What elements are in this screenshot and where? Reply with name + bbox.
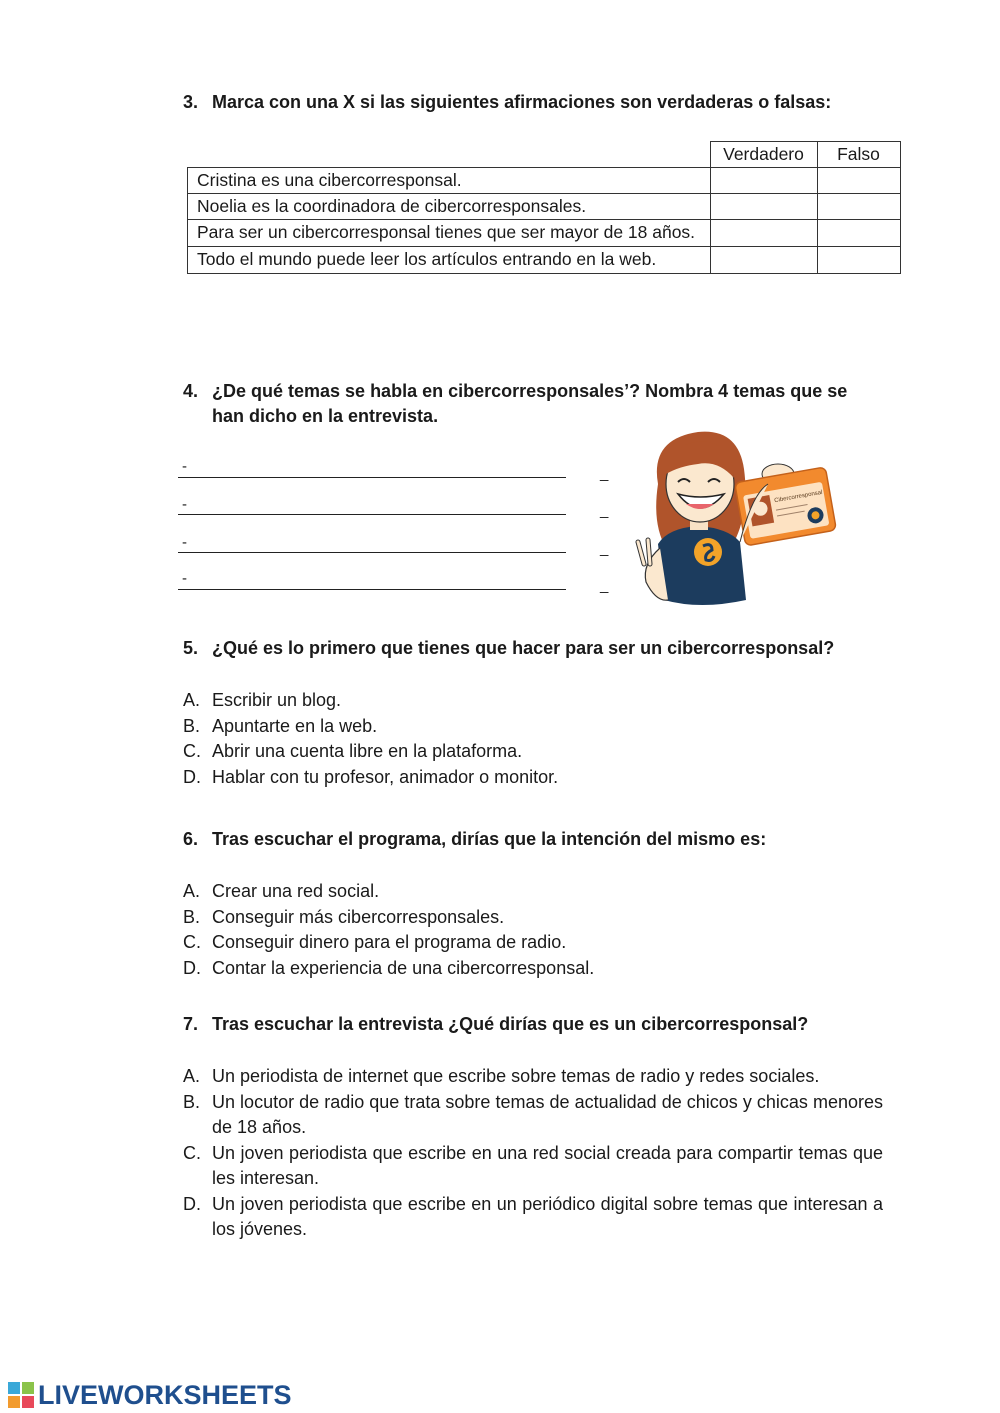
option-a[interactable] <box>183 1064 883 1090</box>
question-7-heading <box>183 1012 808 1037</box>
option-letter: C. <box>183 932 201 952</box>
answer-true-cell[interactable] <box>710 220 817 247</box>
answer-false-cell[interactable] <box>817 247 900 274</box>
question-number: 4. <box>183 381 199 401</box>
option-b[interactable] <box>183 905 883 931</box>
question-number: 7. <box>183 1014 199 1034</box>
option-text: Hablar con tu profesor, animador o monitor. <box>212 766 559 787</box>
answer-line-2[interactable] <box>178 514 566 515</box>
question-6-heading <box>183 827 766 852</box>
option-text: Crear una red social. <box>212 881 380 901</box>
answer-dash-right: _ <box>600 540 609 557</box>
table-row <box>188 168 901 194</box>
answer-line-4[interactable] <box>178 589 566 590</box>
option-c[interactable] <box>183 739 883 765</box>
question-text: Marca con una X si las siguientes afirmaciones son verdaderas o falsas: <box>212 92 832 112</box>
statement-cell: Noelia es la coordinadora de cibercorresponsales. <box>188 194 711 220</box>
option-b[interactable] <box>183 1090 883 1141</box>
option-c[interactable] <box>183 1141 883 1192</box>
question-6-options <box>183 879 883 981</box>
answer-line-3[interactable] <box>178 552 566 553</box>
option-letter: C. <box>183 741 201 761</box>
girl-illustration <box>628 424 868 614</box>
option-letter: C. <box>183 1142 201 1163</box>
answer-true-cell[interactable] <box>710 194 817 220</box>
option-text: Contar la experiencia de una cibercorresponsal. <box>212 957 595 978</box>
answer-dash: - <box>182 458 187 475</box>
answer-dash-right: _ <box>600 465 609 482</box>
question-text-continued: han dicho en la entrevista. <box>212 406 439 426</box>
answer-false-cell[interactable] <box>817 220 900 247</box>
answer-line-1[interactable] <box>178 477 566 478</box>
option-letter: A. <box>183 690 201 710</box>
option-letter: D. <box>183 1193 201 1214</box>
option-letter: D. <box>183 766 201 787</box>
statement-cell: Para ser un cibercorresponsal tienes que ser mayor de 18 años. <box>188 220 711 247</box>
question-number: 3. <box>183 92 199 112</box>
answer-true-cell[interactable] <box>710 247 817 274</box>
option-c[interactable] <box>183 930 883 956</box>
blocks-icon <box>8 1382 34 1408</box>
table-row <box>188 194 901 220</box>
question-text: ¿De qué temas se habla en cibercorresponsales’? Nombra 4 temas que se <box>212 381 848 401</box>
option-a[interactable] <box>183 688 883 714</box>
empty-header-cell <box>188 142 711 168</box>
answer-dash-right: _ <box>600 577 609 594</box>
question-text: ¿Qué es lo primero que tienes que hacer para ser un cibercorresponsal? <box>212 638 835 658</box>
option-letter: A. <box>183 881 201 901</box>
header-falso: Falso <box>817 142 900 168</box>
option-text: Conseguir dinero para el programa de radio. <box>212 932 567 952</box>
option-text: Apuntarte en la web. <box>212 715 378 736</box>
answer-dash-right: _ <box>600 502 609 519</box>
option-d[interactable] <box>183 956 883 982</box>
option-d[interactable] <box>183 1192 883 1243</box>
question-3-heading <box>183 90 831 115</box>
option-letter: B. <box>183 715 201 736</box>
option-text: Conseguir más cibercorresponsales. <box>212 906 505 927</box>
option-text: Abrir una cuenta libre en la plataforma. <box>212 741 523 761</box>
question-5-heading <box>183 636 834 661</box>
answer-dash: - <box>182 534 187 551</box>
option-text: Un locutor de radio que trata sobre temas de actualidad de chicos y chicas menores de 18 años. <box>212 1091 883 1137</box>
logo-text: LIVEWORKSHEETS <box>38 1379 292 1410</box>
liveworksheets-logo[interactable] <box>8 1380 292 1410</box>
question-number: 5. <box>183 638 199 658</box>
question-5-options <box>183 688 883 790</box>
option-letter: A. <box>183 1066 201 1086</box>
question-text: Tras escuchar la entrevista ¿Qué dirías que es un cibercorresponsal? <box>212 1014 809 1034</box>
option-text: Un joven periodista que escribe en una red social creada para compartir temas que les interesan. <box>212 1142 883 1188</box>
card-label: Cibercorresponsal <box>773 489 823 505</box>
option-letter: B. <box>183 1091 201 1112</box>
true-false-table <box>187 141 901 274</box>
option-d[interactable] <box>183 765 883 791</box>
table-header-row <box>188 142 901 168</box>
option-text: Escribir un blog. <box>212 690 342 710</box>
header-verdadero: Verdadero <box>710 142 817 168</box>
answer-dash: - <box>182 570 187 587</box>
question-7-options <box>183 1064 883 1243</box>
question-text: Tras escuchar el programa, dirías que la intención del mismo es: <box>212 829 767 849</box>
table-row <box>188 247 901 274</box>
answer-true-cell[interactable] <box>710 168 817 194</box>
question-number: 6. <box>183 829 199 849</box>
answer-false-cell[interactable] <box>817 194 900 220</box>
statement-cell: Cristina es una cibercorresponsal. <box>188 168 711 194</box>
table-row <box>188 220 901 247</box>
option-letter: D. <box>183 957 201 978</box>
option-letter: B. <box>183 906 201 927</box>
option-b[interactable] <box>183 714 883 740</box>
statement-cell: Todo el mundo puede leer los artículos entrando en la web. <box>188 247 711 274</box>
answer-false-cell[interactable] <box>817 168 900 194</box>
answer-dash: - <box>182 496 187 513</box>
option-text: Un periodista de internet que escribe sobre temas de radio y redes sociales. <box>212 1066 820 1086</box>
option-text: Un joven periodista que escribe en un periódico digital sobre temas que interesan a los jóvenes. <box>212 1193 883 1239</box>
question-4-heading <box>183 379 847 429</box>
option-a[interactable] <box>183 879 883 905</box>
